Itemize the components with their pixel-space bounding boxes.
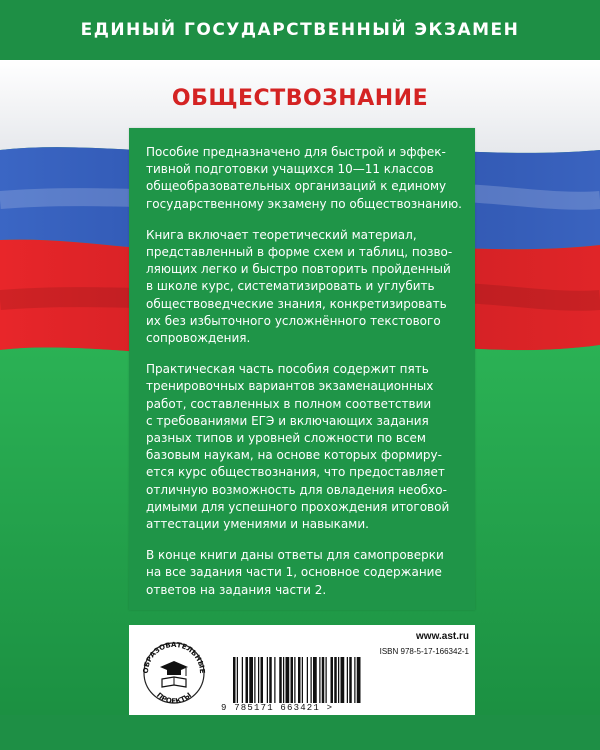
publisher-website: www.ast.ru [416,631,469,642]
barcode-bar [311,657,312,703]
barcode-bar [269,657,272,703]
barcode-bar [258,657,259,703]
barcode-bar [322,657,325,703]
barcode-bar [246,657,249,703]
barcode-bar [338,657,339,703]
barcode-bar [294,657,295,703]
barcode-bar [291,657,294,703]
series-header-bar [0,0,600,60]
barcode-bar [233,657,236,703]
barcode-bar [283,657,284,703]
barcode-bar [242,657,243,703]
series-title: ЕДИНЫЙ ГОСУДАРСТВЕННЫЙ ЭКЗАМЕН [80,20,520,40]
description-panel [129,128,475,610]
barcode [229,657,465,705]
graduation-cap-icon [160,661,188,676]
isbn-number: ISBN 978-5-17-166342-1 [379,647,469,656]
barcode-bar [302,657,303,703]
barcode-bar [326,657,327,703]
barcode-bar [357,657,361,703]
barcode-bar [354,657,355,703]
subject-title: ОБЩЕСТВОЗНАНИЕ [171,86,429,111]
barcode-bar [298,657,301,703]
barcode-bar [254,657,255,703]
description-paragraph: Пособие предназначено для быстрой и эффек- тивной подготовки учащихся 10—11 классов общеобразовательных организаций к единому государственному экзамену по обществознанию. [146,145,462,211]
logo-top-text: ОБРАЗОВАТЕЛЬНЫЕ [141,640,207,674]
barcode-bar [341,657,345,703]
barcode-area [221,625,469,715]
barcode-bar [334,657,337,703]
description-paragraph: Книга включает теоретический материал, представленный в форме схем и таблиц, позво- ляющих легко и быстро повторить пройденный в школе курс, систематизировать и углубить обществоведческие знания, конкретизировать их без избыточного усложнённого текстового сопровождения. [146,227,453,346]
barcode-bar [267,657,268,703]
barcode-bar [261,657,264,703]
barcode-digits: 9 785171 663421 > [221,703,334,713]
description-paragraph: В конце книги даны ответы для самопроверки на все задания части 1, основное содержание ответов на задания части 2. [146,548,444,597]
barcode-bar [274,657,275,703]
barcode-bar [307,657,308,703]
barcode-bar [279,657,282,703]
publisher-info-block [129,625,475,715]
book-icon [162,677,186,687]
barcode-bar [349,657,352,703]
barcode-bar [313,657,317,703]
barcode-bar [331,657,334,703]
barcode-bar [237,657,238,703]
description-paragraph: Практическая часть пособия содержит пять тренировочных вариантов экзаменационных работ, составленных в полном соответствии с требованиями ЕГЭ и включающих задания разных типов и уровней сложности по всем базовым наукам, на основе которых формиру- ется курс обществознания, что предоставляет отличную возможность для овладения необхо- димыми для успешного прохождения итоговой аттестации умениями и навыками. [146,362,450,532]
educational-projects-logo [140,631,208,711]
barcode-bar [319,657,320,703]
barcode-bar [249,657,253,703]
barcode-bar [286,657,290,703]
svg-text:ПРОЕКТЫ [155,691,193,705]
logo-bottom-text: ПРОЕКТЫ [154,691,194,706]
barcode-bar [347,657,348,703]
description-text [129,128,475,599]
